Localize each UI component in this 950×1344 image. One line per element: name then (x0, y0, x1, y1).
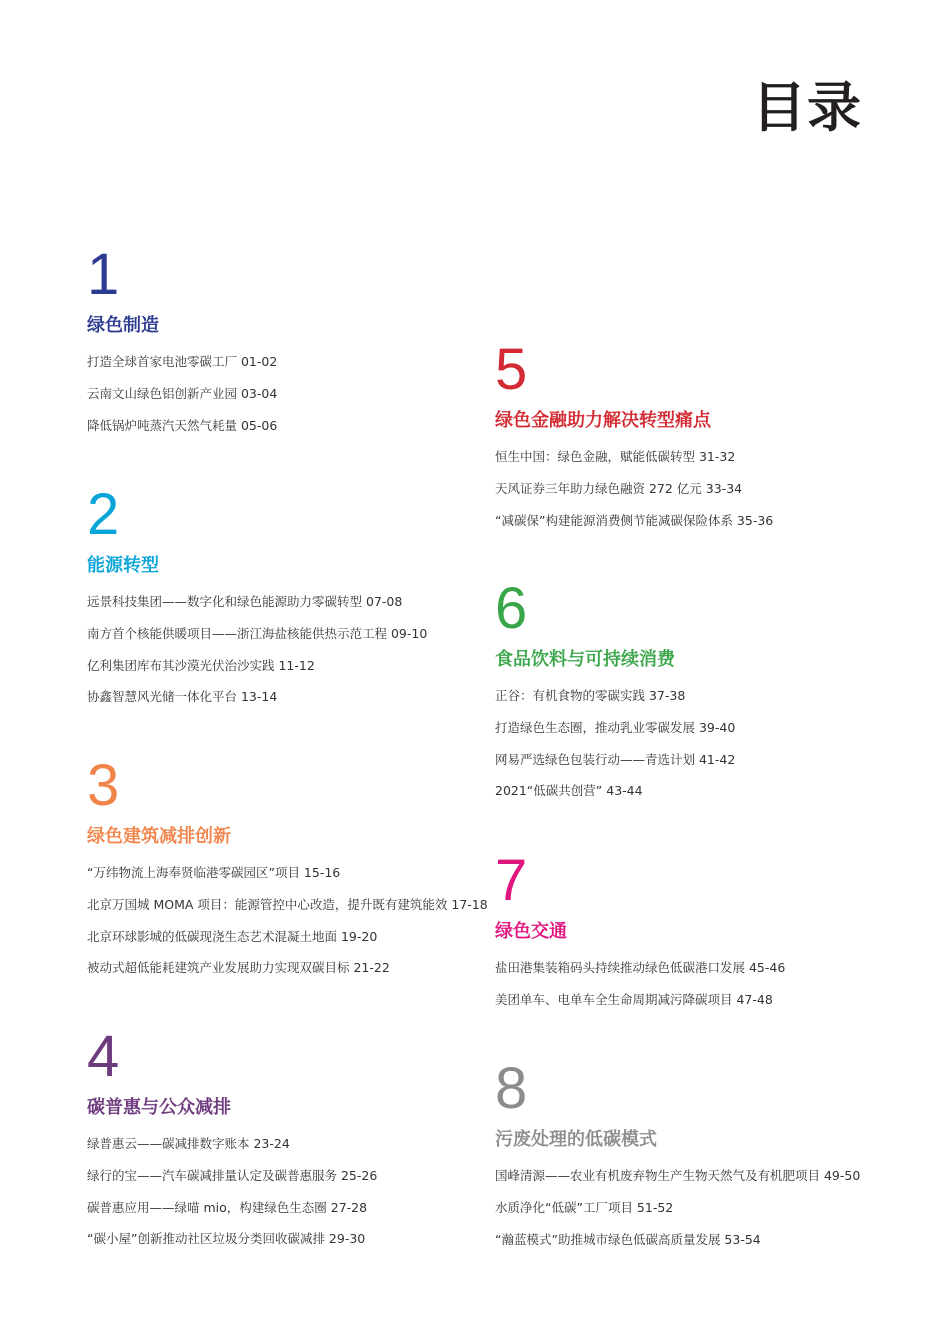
toc-entry[interactable]: 水质净化“低碳”工厂项目 51-52 (495, 1199, 674, 1215)
toc-entry[interactable]: “瀚蓝模式”助推城市绿色低碳高质量发展 53-54 (495, 1231, 761, 1247)
section-title: 绿色制造 (87, 315, 159, 336)
section-title: 碳普惠与公众减排 (87, 1097, 231, 1118)
section-number: 7 (495, 848, 528, 913)
section-number: 6 (495, 576, 528, 641)
section-7 (495, 848, 915, 1024)
section-3 (87, 753, 507, 992)
toc-entry[interactable]: 打造全球首家电池零碳工厂 01-02 (87, 354, 278, 369)
section-number: 2 (87, 482, 120, 547)
section-number: 4 (87, 1024, 120, 1089)
toc-entry[interactable]: 美团单车、电单车全生命周期减污降碳项目 47-48 (495, 991, 773, 1007)
toc-entry[interactable]: “碳小屋”创新推动社区垃圾分类回收碳减排 29-30 (87, 1231, 366, 1247)
toc-entry[interactable]: “减碳保”构建能源消费侧节能减碳保险体系 35-36 (495, 512, 774, 528)
section-number: 1 (87, 242, 120, 307)
section-title: 食品饮料与可持续消费 (495, 649, 675, 670)
toc-entry[interactable]: 碳普惠应用——绿喵 mio，构建绿色生态圈 27-28 (87, 1199, 368, 1215)
toc-entry[interactable]: 亿利集团库布其沙漠光伏治沙实践 11-12 (87, 657, 315, 673)
section-title: 绿色交通 (495, 921, 567, 942)
toc-entry[interactable]: 正谷：有机食物的零碳实践 37-38 (495, 688, 686, 703)
toc-entry[interactable]: 远景科技集团——数字化和绿色能源助力零碳转型 07-08 (87, 594, 403, 609)
section-2 (87, 482, 507, 721)
toc-entry[interactable]: 恒生中国：绿色金融，赋能低碳转型 31-32 (495, 449, 736, 464)
toc-entry[interactable]: 打造绿色生态圈，推动乳业零碳发展 39-40 (495, 719, 736, 735)
section-title: 绿色建筑减排创新 (87, 826, 231, 847)
section-number: 8 (495, 1056, 528, 1121)
toc-entry[interactable]: 云南文山绿色铝创新产业园 03-04 (87, 385, 278, 401)
toc-entry[interactable]: 绿行的宝——汽车碳减排量认定及碳普惠服务 25-26 (87, 1167, 378, 1183)
section-title: 能源转型 (87, 555, 159, 576)
toc-entry[interactable]: “万纬物流上海奉贤临港零碳园区”项目 15-16 (87, 865, 341, 880)
section-4 (87, 1024, 507, 1263)
page-title: 目录 (752, 76, 862, 139)
section-8 (495, 1056, 915, 1263)
section-title: 绿色金融助力解决转型痛点 (495, 410, 711, 431)
toc-entry[interactable]: 南方首个核能供暖项目——浙江海盐核能供热示范工程 09-10 (87, 625, 428, 641)
section-number: 5 (495, 337, 528, 402)
section-title: 污废处理的低碳模式 (495, 1129, 657, 1150)
toc-entry[interactable]: 绿普惠云——碳减排数字账本 23-24 (87, 1136, 290, 1151)
toc-entry[interactable]: 降低锅炉吨蒸汽天然气耗量 05-06 (87, 417, 278, 433)
toc-entry[interactable]: 盐田港集装箱码头持续推动绿色低碳港口发展 45-46 (495, 960, 786, 975)
toc-entry[interactable]: 国峰清源——农业有机废弃物生产生物天然气及有机肥项目 49-50 (495, 1168, 861, 1183)
section-6 (495, 576, 915, 815)
toc-entry[interactable]: 北京环球影城的低碳现浇生态艺术混凝土地面 19-20 (87, 928, 378, 944)
toc-entry[interactable]: 天风证券三年助力绿色融资 272 亿元 33-34 (495, 480, 743, 496)
section-number: 3 (87, 753, 120, 818)
toc-entry[interactable]: 2021“低碳共创营” 43-44 (495, 783, 643, 799)
section-1 (87, 242, 507, 449)
section-5 (495, 337, 915, 544)
toc-entry[interactable]: 北京万国城 MOMA 项目：能源管控中心改造，提升既有建筑能效 17-18 (87, 896, 488, 912)
toc-entry[interactable]: 协鑫智慧风光储一体化平台 13-14 (87, 689, 278, 705)
toc-entry[interactable]: 网易严选绿色包装行动——青选计划 41-42 (495, 751, 736, 767)
toc-entry[interactable]: 被动式超低能耗建筑产业发展助力实现双碳目标 21-22 (87, 960, 390, 976)
